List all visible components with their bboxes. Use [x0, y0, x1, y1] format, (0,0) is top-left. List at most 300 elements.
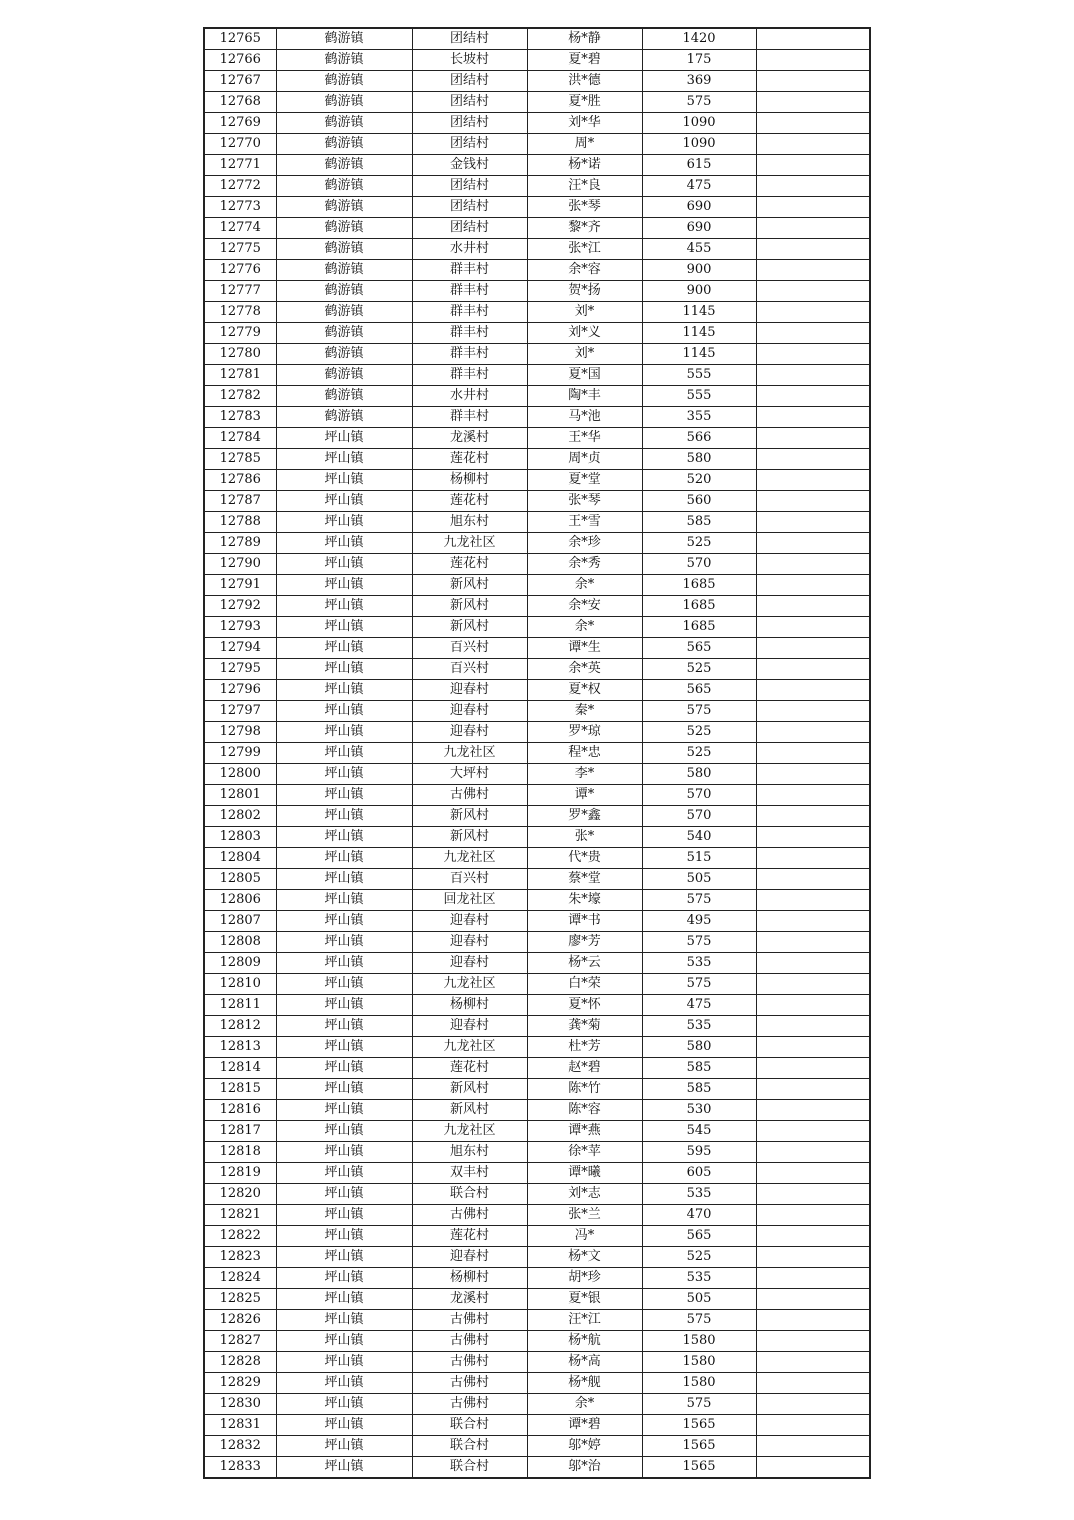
- amount-cell: 575: [642, 1394, 756, 1415]
- table-row: [204, 722, 870, 743]
- amount-cell: 555: [642, 386, 756, 407]
- remark-cell: [756, 911, 870, 932]
- remark-cell: [756, 386, 870, 407]
- row-number-cell: 12775: [204, 239, 276, 260]
- table-row: [204, 1373, 870, 1394]
- name-cell: 贺*扬: [527, 281, 642, 302]
- town-cell: 坪山镇: [276, 1415, 412, 1436]
- table-row: [204, 1394, 870, 1415]
- row-number-cell: 12765: [204, 28, 276, 50]
- row-number-cell: 12814: [204, 1058, 276, 1079]
- village-cell: 旭东村: [412, 1142, 527, 1163]
- town-cell: 坪山镇: [276, 869, 412, 890]
- town-cell: 坪山镇: [276, 1205, 412, 1226]
- remark-cell: [756, 1289, 870, 1310]
- village-cell: 迎春村: [412, 911, 527, 932]
- row-number-cell: 12787: [204, 491, 276, 512]
- row-number-cell: 12824: [204, 1268, 276, 1289]
- remark-cell: [756, 554, 870, 575]
- remark-cell: [756, 134, 870, 155]
- name-cell: 龚*菊: [527, 1016, 642, 1037]
- village-cell: 莲花村: [412, 1226, 527, 1247]
- amount-cell: 525: [642, 1247, 756, 1268]
- table-row: [204, 1268, 870, 1289]
- village-cell: 古佛村: [412, 1352, 527, 1373]
- town-cell: 坪山镇: [276, 1100, 412, 1121]
- town-cell: 坪山镇: [276, 470, 412, 491]
- amount-cell: 455: [642, 239, 756, 260]
- table-row: [204, 134, 870, 155]
- amount-cell: 580: [642, 1037, 756, 1058]
- table-row: [204, 1079, 870, 1100]
- name-cell: 杨*高: [527, 1352, 642, 1373]
- name-cell: 蔡*堂: [527, 869, 642, 890]
- table-row: [204, 1037, 870, 1058]
- table-row: [204, 1331, 870, 1352]
- amount-cell: 525: [642, 659, 756, 680]
- amount-cell: 540: [642, 827, 756, 848]
- remark-cell: [756, 1142, 870, 1163]
- village-cell: 九龙社区: [412, 533, 527, 554]
- table-row: [204, 1163, 870, 1184]
- name-cell: 夏*胜: [527, 92, 642, 113]
- table-row: [204, 176, 870, 197]
- name-cell: 杨*静: [527, 28, 642, 50]
- remark-cell: [756, 1016, 870, 1037]
- village-cell: 群丰村: [412, 302, 527, 323]
- remark-cell: [756, 197, 870, 218]
- name-cell: 张*: [527, 827, 642, 848]
- town-cell: 坪山镇: [276, 680, 412, 701]
- name-cell: 张*琴: [527, 197, 642, 218]
- amount-cell: 585: [642, 1079, 756, 1100]
- table-row: [204, 785, 870, 806]
- amount-cell: 1090: [642, 113, 756, 134]
- table-body: [204, 28, 870, 1478]
- amount-cell: 535: [642, 1268, 756, 1289]
- town-cell: 坪山镇: [276, 449, 412, 470]
- amount-cell: 900: [642, 281, 756, 302]
- remark-cell: [756, 638, 870, 659]
- village-cell: 九龙社区: [412, 1121, 527, 1142]
- village-cell: 九龙社区: [412, 743, 527, 764]
- name-cell: 周*: [527, 134, 642, 155]
- remark-cell: [756, 302, 870, 323]
- remark-cell: [756, 1079, 870, 1100]
- town-cell: 坪山镇: [276, 1163, 412, 1184]
- row-number-cell: 12825: [204, 1289, 276, 1310]
- town-cell: 坪山镇: [276, 1247, 412, 1268]
- remark-cell: [756, 806, 870, 827]
- table-row: [204, 1205, 870, 1226]
- table-row: [204, 764, 870, 785]
- remark-cell: [756, 575, 870, 596]
- row-number-cell: 12766: [204, 50, 276, 71]
- table-row: [204, 365, 870, 386]
- remark-cell: [756, 680, 870, 701]
- remark-cell: [756, 1415, 870, 1436]
- name-cell: 代*贵: [527, 848, 642, 869]
- amount-cell: 570: [642, 554, 756, 575]
- village-cell: 新风村: [412, 575, 527, 596]
- remark-cell: [756, 365, 870, 386]
- amount-cell: 565: [642, 1226, 756, 1247]
- town-cell: 坪山镇: [276, 974, 412, 995]
- amount-cell: 369: [642, 71, 756, 92]
- town-cell: 坪山镇: [276, 554, 412, 575]
- table-row: [204, 554, 870, 575]
- name-cell: 余*: [527, 575, 642, 596]
- table-row: [204, 113, 870, 134]
- town-cell: 鹤游镇: [276, 260, 412, 281]
- row-number-cell: 12799: [204, 743, 276, 764]
- amount-cell: 535: [642, 953, 756, 974]
- table-row: [204, 995, 870, 1016]
- town-cell: 坪山镇: [276, 1079, 412, 1100]
- amount-cell: 515: [642, 848, 756, 869]
- town-cell: 坪山镇: [276, 1142, 412, 1163]
- row-number-cell: 12777: [204, 281, 276, 302]
- village-cell: 团结村: [412, 197, 527, 218]
- town-cell: 坪山镇: [276, 1310, 412, 1331]
- amount-cell: 505: [642, 869, 756, 890]
- amount-cell: 690: [642, 218, 756, 239]
- village-cell: 九龙社区: [412, 848, 527, 869]
- village-cell: 新风村: [412, 617, 527, 638]
- amount-cell: 900: [642, 260, 756, 281]
- table-row: [204, 1247, 870, 1268]
- name-cell: 杜*芳: [527, 1037, 642, 1058]
- remark-cell: [756, 323, 870, 344]
- town-cell: 坪山镇: [276, 953, 412, 974]
- row-number-cell: 12830: [204, 1394, 276, 1415]
- village-cell: 迎春村: [412, 1016, 527, 1037]
- village-cell: 龙溪村: [412, 1289, 527, 1310]
- village-cell: 联合村: [412, 1457, 527, 1479]
- name-cell: 杨*云: [527, 953, 642, 974]
- amount-cell: 475: [642, 995, 756, 1016]
- amount-cell: 505: [642, 1289, 756, 1310]
- remark-cell: [756, 50, 870, 71]
- amount-cell: 570: [642, 806, 756, 827]
- remark-cell: [756, 1100, 870, 1121]
- table-row: [204, 218, 870, 239]
- name-cell: 王*雪: [527, 512, 642, 533]
- name-cell: 谭*曦: [527, 1163, 642, 1184]
- amount-cell: 1565: [642, 1436, 756, 1457]
- remark-cell: [756, 1436, 870, 1457]
- table-row: [204, 281, 870, 302]
- row-number-cell: 12773: [204, 197, 276, 218]
- row-number-cell: 12811: [204, 995, 276, 1016]
- name-cell: 夏*权: [527, 680, 642, 701]
- name-cell: 王*华: [527, 428, 642, 449]
- name-cell: 余*: [527, 1394, 642, 1415]
- row-number-cell: 12790: [204, 554, 276, 575]
- remark-cell: [756, 428, 870, 449]
- table-row: [204, 71, 870, 92]
- row-number-cell: 12781: [204, 365, 276, 386]
- village-cell: 古佛村: [412, 1394, 527, 1415]
- row-number-cell: 12817: [204, 1121, 276, 1142]
- table-row: [204, 848, 870, 869]
- row-number-cell: 12828: [204, 1352, 276, 1373]
- row-number-cell: 12816: [204, 1100, 276, 1121]
- row-number-cell: 12793: [204, 617, 276, 638]
- row-number-cell: 12769: [204, 113, 276, 134]
- town-cell: 坪山镇: [276, 512, 412, 533]
- village-cell: 迎春村: [412, 722, 527, 743]
- row-number-cell: 12797: [204, 701, 276, 722]
- village-cell: 长坡村: [412, 50, 527, 71]
- village-cell: 九龙社区: [412, 974, 527, 995]
- name-cell: 谭*: [527, 785, 642, 806]
- amount-cell: 525: [642, 722, 756, 743]
- amount-cell: 565: [642, 680, 756, 701]
- village-cell: 水井村: [412, 239, 527, 260]
- remark-cell: [756, 827, 870, 848]
- amount-cell: 1145: [642, 302, 756, 323]
- remark-cell: [756, 218, 870, 239]
- data-table: [203, 27, 871, 1479]
- row-number-cell: 12789: [204, 533, 276, 554]
- amount-cell: 585: [642, 512, 756, 533]
- village-cell: 金钱村: [412, 155, 527, 176]
- remark-cell: [756, 953, 870, 974]
- name-cell: 谭*生: [527, 638, 642, 659]
- name-cell: 杨*诺: [527, 155, 642, 176]
- row-number-cell: 12809: [204, 953, 276, 974]
- town-cell: 坪山镇: [276, 1121, 412, 1142]
- village-cell: 古佛村: [412, 1310, 527, 1331]
- remark-cell: [756, 785, 870, 806]
- remark-cell: [756, 533, 870, 554]
- name-cell: 廖*芳: [527, 932, 642, 953]
- row-number-cell: 12804: [204, 848, 276, 869]
- amount-cell: 575: [642, 890, 756, 911]
- remark-cell: [756, 176, 870, 197]
- remark-cell: [756, 239, 870, 260]
- row-number-cell: 12800: [204, 764, 276, 785]
- table-row: [204, 1142, 870, 1163]
- remark-cell: [756, 1121, 870, 1142]
- village-cell: 莲花村: [412, 491, 527, 512]
- remark-cell: [756, 92, 870, 113]
- town-cell: 坪山镇: [276, 428, 412, 449]
- remark-cell: [756, 1373, 870, 1394]
- amount-cell: 615: [642, 155, 756, 176]
- table-row: [204, 1058, 870, 1079]
- village-cell: 迎春村: [412, 701, 527, 722]
- amount-cell: 565: [642, 638, 756, 659]
- table-row: [204, 1352, 870, 1373]
- table-row: [204, 680, 870, 701]
- table-row: [204, 449, 870, 470]
- town-cell: 坪山镇: [276, 1058, 412, 1079]
- remark-cell: [756, 596, 870, 617]
- amount-cell: 1420: [642, 28, 756, 50]
- row-number-cell: 12822: [204, 1226, 276, 1247]
- amount-cell: 585: [642, 1058, 756, 1079]
- village-cell: 古佛村: [412, 1331, 527, 1352]
- village-cell: 新风村: [412, 1100, 527, 1121]
- name-cell: 谭*碧: [527, 1415, 642, 1436]
- name-cell: 冯*: [527, 1226, 642, 1247]
- row-number-cell: 12779: [204, 323, 276, 344]
- amount-cell: 555: [642, 365, 756, 386]
- table-row: [204, 1016, 870, 1037]
- name-cell: 白*荣: [527, 974, 642, 995]
- town-cell: 鹤游镇: [276, 113, 412, 134]
- amount-cell: 1580: [642, 1352, 756, 1373]
- row-number-cell: 12820: [204, 1184, 276, 1205]
- amount-cell: 566: [642, 428, 756, 449]
- village-cell: 新风村: [412, 827, 527, 848]
- amount-cell: 1685: [642, 596, 756, 617]
- remark-cell: [756, 281, 870, 302]
- town-cell: 鹤游镇: [276, 239, 412, 260]
- village-cell: 群丰村: [412, 323, 527, 344]
- amount-cell: 535: [642, 1184, 756, 1205]
- row-number-cell: 12826: [204, 1310, 276, 1331]
- village-cell: 团结村: [412, 113, 527, 134]
- remark-cell: [756, 1184, 870, 1205]
- row-number-cell: 12813: [204, 1037, 276, 1058]
- remark-cell: [756, 1394, 870, 1415]
- remark-cell: [756, 1331, 870, 1352]
- village-cell: 古佛村: [412, 1373, 527, 1394]
- amount-cell: 595: [642, 1142, 756, 1163]
- name-cell: 赵*碧: [527, 1058, 642, 1079]
- table-row: [204, 512, 870, 533]
- amount-cell: 575: [642, 932, 756, 953]
- village-cell: 群丰村: [412, 260, 527, 281]
- row-number-cell: 12810: [204, 974, 276, 995]
- town-cell: 鹤游镇: [276, 386, 412, 407]
- town-cell: 坪山镇: [276, 827, 412, 848]
- amount-cell: 1685: [642, 575, 756, 596]
- remark-cell: [756, 491, 870, 512]
- table-row: [204, 575, 870, 596]
- row-number-cell: 12778: [204, 302, 276, 323]
- town-cell: 鹤游镇: [276, 197, 412, 218]
- village-cell: 群丰村: [412, 281, 527, 302]
- village-cell: 回龙社区: [412, 890, 527, 911]
- name-cell: 李*: [527, 764, 642, 785]
- row-number-cell: 12783: [204, 407, 276, 428]
- village-cell: 百兴村: [412, 638, 527, 659]
- table-row: [204, 155, 870, 176]
- name-cell: 程*忠: [527, 743, 642, 764]
- town-cell: 坪山镇: [276, 1268, 412, 1289]
- village-cell: 龙溪村: [412, 428, 527, 449]
- row-number-cell: 12796: [204, 680, 276, 701]
- row-number-cell: 12808: [204, 932, 276, 953]
- town-cell: 鹤游镇: [276, 218, 412, 239]
- name-cell: 刘*义: [527, 323, 642, 344]
- row-number-cell: 12791: [204, 575, 276, 596]
- remark-cell: [756, 1352, 870, 1373]
- amount-cell: 570: [642, 785, 756, 806]
- name-cell: 夏*堂: [527, 470, 642, 491]
- village-cell: 新风村: [412, 806, 527, 827]
- row-number-cell: 12823: [204, 1247, 276, 1268]
- town-cell: 坪山镇: [276, 533, 412, 554]
- amount-cell: 1565: [642, 1415, 756, 1436]
- remark-cell: [756, 1457, 870, 1479]
- table-row: [204, 50, 870, 71]
- village-cell: 水井村: [412, 386, 527, 407]
- town-cell: 坪山镇: [276, 1394, 412, 1415]
- table-row: [204, 386, 870, 407]
- name-cell: 余*英: [527, 659, 642, 680]
- town-cell: 坪山镇: [276, 491, 412, 512]
- village-cell: 古佛村: [412, 785, 527, 806]
- row-number-cell: 12818: [204, 1142, 276, 1163]
- town-cell: 坪山镇: [276, 638, 412, 659]
- village-cell: 新风村: [412, 1079, 527, 1100]
- town-cell: 鹤游镇: [276, 365, 412, 386]
- remark-cell: [756, 71, 870, 92]
- remark-cell: [756, 1268, 870, 1289]
- name-cell: 余*: [527, 617, 642, 638]
- amount-cell: 545: [642, 1121, 756, 1142]
- town-cell: 坪山镇: [276, 911, 412, 932]
- name-cell: 夏*银: [527, 1289, 642, 1310]
- village-cell: 团结村: [412, 218, 527, 239]
- name-cell: 余*容: [527, 260, 642, 281]
- amount-cell: 575: [642, 701, 756, 722]
- amount-cell: 520: [642, 470, 756, 491]
- table-row: [204, 344, 870, 365]
- name-cell: 张*江: [527, 239, 642, 260]
- row-number-cell: 12798: [204, 722, 276, 743]
- town-cell: 坪山镇: [276, 722, 412, 743]
- town-cell: 坪山镇: [276, 743, 412, 764]
- village-cell: 联合村: [412, 1184, 527, 1205]
- town-cell: 鹤游镇: [276, 407, 412, 428]
- name-cell: 朱*壕: [527, 890, 642, 911]
- amount-cell: 1580: [642, 1331, 756, 1352]
- remark-cell: [756, 344, 870, 365]
- name-cell: 胡*珍: [527, 1268, 642, 1289]
- remark-cell: [756, 764, 870, 785]
- village-cell: 迎春村: [412, 953, 527, 974]
- name-cell: 陶*丰: [527, 386, 642, 407]
- name-cell: 谭*书: [527, 911, 642, 932]
- table-row: [204, 302, 870, 323]
- town-cell: 坪山镇: [276, 1352, 412, 1373]
- amount-cell: 525: [642, 533, 756, 554]
- name-cell: 邬*治: [527, 1457, 642, 1479]
- town-cell: 鹤游镇: [276, 134, 412, 155]
- town-cell: 坪山镇: [276, 1289, 412, 1310]
- remark-cell: [756, 155, 870, 176]
- table-row: [204, 953, 870, 974]
- village-cell: 迎春村: [412, 932, 527, 953]
- row-number-cell: 12803: [204, 827, 276, 848]
- row-number-cell: 12821: [204, 1205, 276, 1226]
- table-row: [204, 869, 870, 890]
- town-cell: 坪山镇: [276, 1436, 412, 1457]
- table-row: [204, 1100, 870, 1121]
- remark-cell: [756, 512, 870, 533]
- remark-cell: [756, 1037, 870, 1058]
- row-number-cell: 12831: [204, 1415, 276, 1436]
- remark-cell: [756, 659, 870, 680]
- town-cell: 坪山镇: [276, 575, 412, 596]
- village-cell: 团结村: [412, 71, 527, 92]
